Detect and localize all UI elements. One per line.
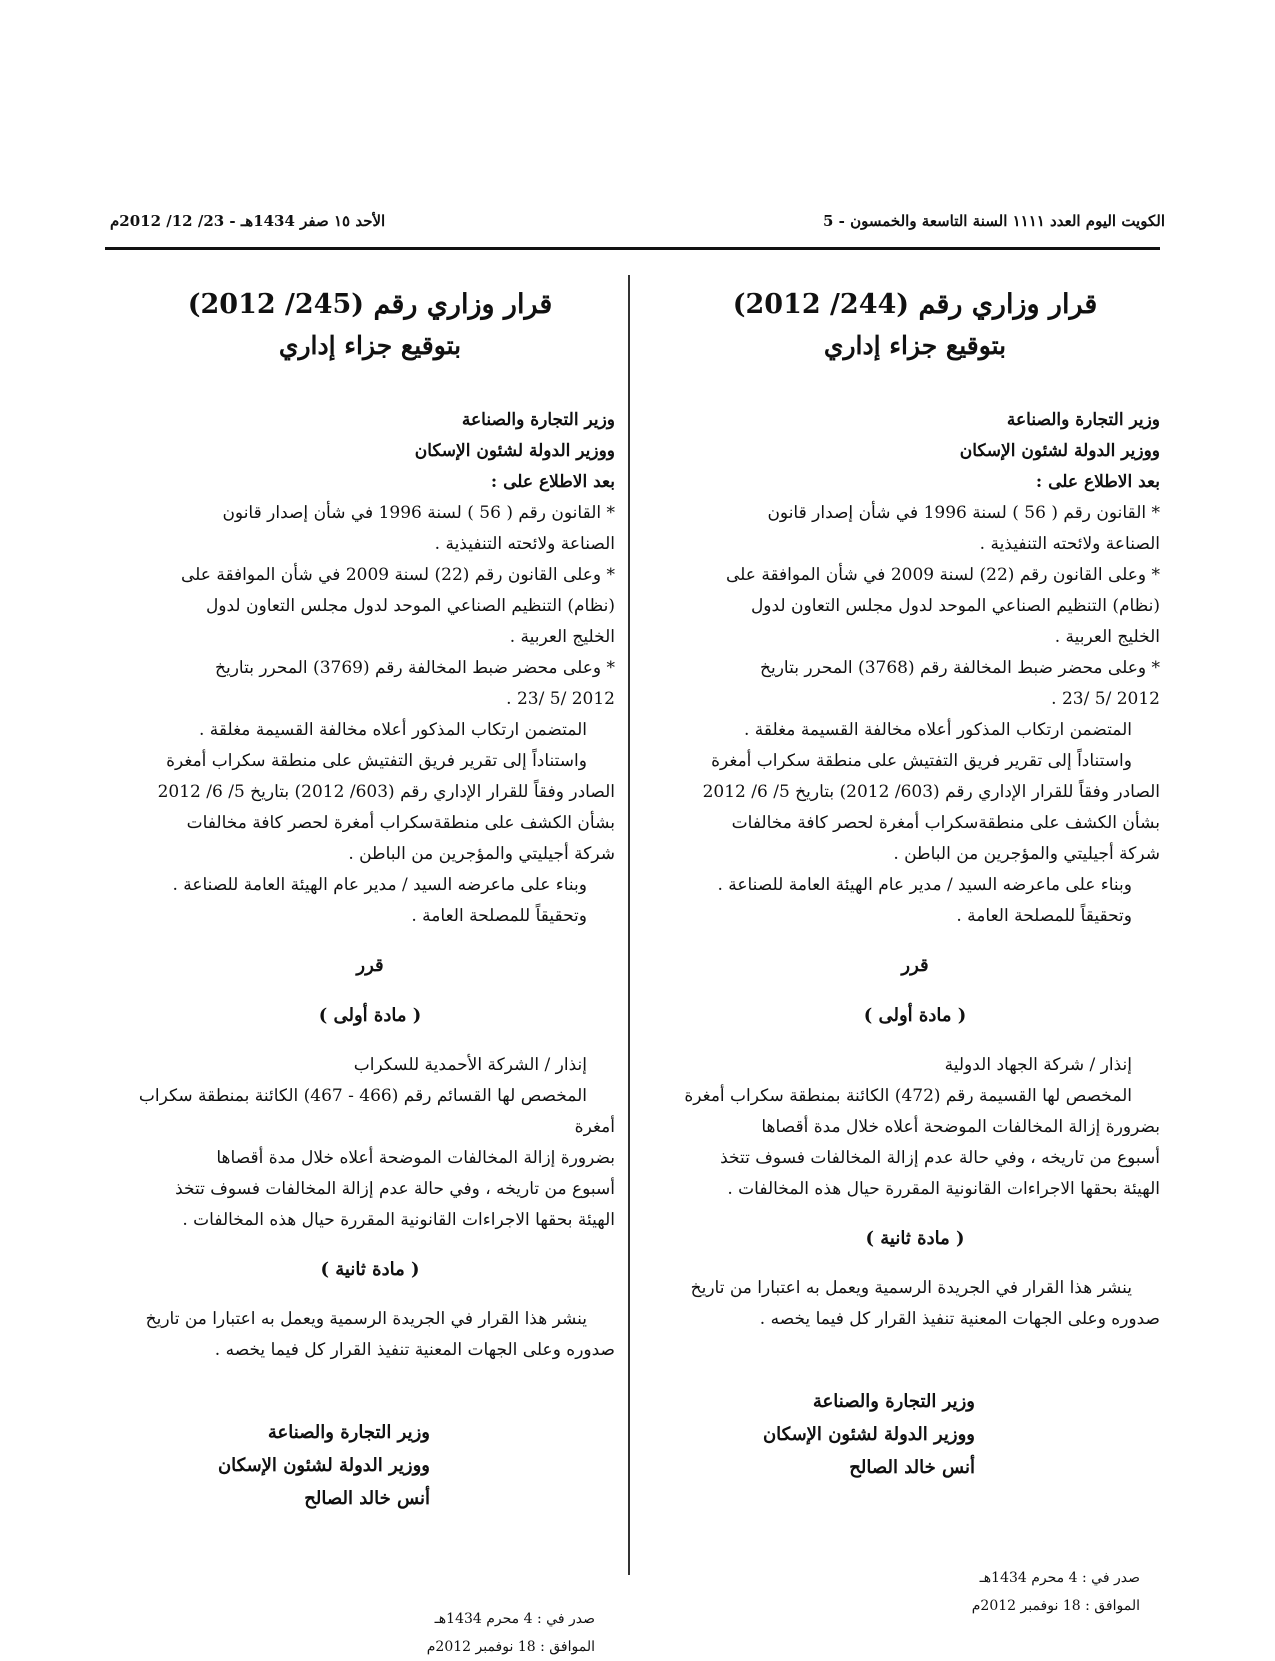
signature-name: أنس خالد الصالح (849, 1457, 975, 1478)
article-1-line: إنذار / شركة الجهاد الدولية (944, 1055, 1132, 1075)
recital-line: * القانون رقم ( 56 ) لسنة 1996 في شأن إصدار قانون (767, 503, 1160, 523)
recital-line: وتحقيقاً للمصلحة العامة . (411, 906, 587, 926)
authority-line: ووزير الدولة لشئون الإسكان (414, 441, 615, 461)
authority-line: بعد الاطلاع على : (490, 472, 615, 492)
article-1-line: بضرورة إزالة المخالفات الموضحة أعلاه خلال مدة أقصاها (761, 1117, 1160, 1137)
decree-244-column (670, 285, 1160, 1620)
article-1-line: الهيئة بحقها الاجراءات القانونية المقررة حيال هذه المخالفات . (727, 1179, 1160, 1199)
authority-line: وزير التجارة والصناعة (461, 410, 615, 430)
issue-date-block (670, 1564, 1160, 1620)
article-2-heading: ( مادة ثانية ) (320, 1259, 420, 1280)
article-2-line: صدوره وعلى الجهات المعنية تنفيذ القرار كل فيما يخصه . (759, 1309, 1160, 1329)
recital-line: واستناداً إلى تقرير فريق التفتيش على منطقة سكراب أمغرة (711, 751, 1132, 771)
recital-line: * وعلى القانون رقم (22) لسنة 2009 في شأن الموافقة على (180, 565, 615, 585)
recital-line: الصادر وفقاً للقرار الإداري رقم (603/ 2012) بتاريخ 5/ 6/ 2012 (702, 782, 1160, 802)
recital-line: واستناداً إلى تقرير فريق التفتيش على منطقة سكراب أمغرة (166, 751, 587, 771)
gazette-issue-header: الكويت اليوم العدد ١١١١ السنة التاسعة والخمسون - 5 (822, 212, 1165, 230)
recital-line: شركة أجيليتي والمؤجرين من الباطن . (348, 844, 615, 864)
article-2-line: صدوره وعلى الجهات المعنية تنفيذ القرار كل فيما يخصه . (214, 1340, 615, 1360)
article-2-line: ينشر هذا القرار في الجريدة الرسمية ويعمل به اعتبارا من تاريخ (690, 1278, 1132, 1298)
recital-line: * وعلى القانون رقم (22) لسنة 2009 في شأن الموافقة على (725, 565, 1160, 585)
recital-line: الخليج العربية . (1054, 627, 1160, 647)
recital-line: وبناء على ماعرضه السيد / مدير عام الهيئة العامة للصناعة . (717, 875, 1132, 895)
recital-line: الصناعة ولائحته التنفيذية . (434, 534, 615, 554)
authority-line: بعد الاطلاع على : (1035, 472, 1160, 492)
signature-title: وزير التجارة والصناعة (812, 1391, 975, 1412)
recital-line: شركة أجيليتي والمؤجرين من الباطن . (893, 844, 1160, 864)
signature-block (125, 1416, 615, 1515)
authority-line: وزير التجارة والصناعة (1006, 410, 1160, 430)
signature-name: أنس خالد الصالح (304, 1488, 430, 1509)
recital-line: 2012 /5 /23 . (1051, 689, 1160, 709)
issue-date-block (125, 1605, 615, 1661)
recital-line: وتحقيقاً للمصلحة العامة . (956, 906, 1132, 926)
article-1-line: المخصص لها القسيمة رقم (472) الكائنة بمنطقة سكراب أمغرة (684, 1086, 1132, 1106)
article-1-line: بضرورة إزالة المخالفات الموضحة أعلاه خلال مدة أقصاها (216, 1148, 615, 1168)
recital-line: المتضمن ارتكاب المذكور أعلاه مخالفة القسيمة مغلقة . (743, 720, 1132, 740)
recital-line: الخليج العربية . (509, 627, 615, 647)
article-1-line: إنذار / الشركة الأحمدية للسكراب (353, 1055, 587, 1075)
recital-line: 2012 /5 /23 . (506, 689, 615, 709)
decided-heading: قرر (901, 955, 929, 976)
recital-line: بشأن الكشف على منطقةسكراب أمغرة لحصر كافة مخالفات (186, 813, 615, 833)
article-1-line: أسبوع من تاريخه ، وفي حالة عدم إزالة المخالفات فسوف تتخذ (720, 1148, 1160, 1168)
column-divider (628, 275, 630, 1575)
recital-line: * وعلى محضر ضبط المخالفة رقم (3768) المحرر بتاريخ (759, 658, 1160, 678)
article-1-heading: ( مادة أولى ) (318, 1005, 422, 1026)
issued-hijri: صدر في : 4 محرم 1434هـ (979, 1570, 1140, 1586)
issued-hijri: صدر في : 4 محرم 1434هـ (434, 1611, 595, 1627)
header-divider (105, 247, 1160, 250)
decree-245-column (125, 285, 615, 1661)
signature-title: ووزير الدولة لشئون الإسكان (217, 1455, 430, 1476)
article-1-line: أمغرة (574, 1117, 615, 1137)
recital-line: الصناعة ولائحته التنفيذية . (979, 534, 1160, 554)
signature-title: ووزير الدولة لشئون الإسكان (762, 1424, 975, 1445)
article-1-line: المخصص لها القسائم رقم (466 - 467) الكائنة بمنطقة سكراب (138, 1086, 587, 1106)
recital-line: (نظام) التنظيم الصناعي الموحد لدول مجلس التعاون لدول (205, 596, 615, 616)
decided-heading: قرر (356, 955, 384, 976)
recital-line: وبناء على ماعرضه السيد / مدير عام الهيئة العامة للصناعة . (172, 875, 587, 895)
recital-line: المتضمن ارتكاب المذكور أعلاه مخالفة القسيمة مغلقة . (198, 720, 587, 740)
recital-line: * القانون رقم ( 56 ) لسنة 1996 في شأن إصدار قانون (222, 503, 615, 523)
recital-line: بشأن الكشف على منطقةسكراب أمغرة لحصر كافة مخالفات (731, 813, 1160, 833)
issued-gregorian: الموافق : 18 نوفمبر 2012م (971, 1598, 1140, 1614)
article-1-line: أسبوع من تاريخه ، وفي حالة عدم إزالة المخالفات فسوف تتخذ (175, 1179, 615, 1199)
decree-244-title: قرار وزاري رقم (244/ 2012) (732, 289, 1098, 320)
decree-245-title: قرار وزاري رقم (245/ 2012) (187, 289, 553, 320)
issued-gregorian: الموافق : 18 نوفمبر 2012م (426, 1639, 595, 1655)
recital-line: * وعلى محضر ضبط المخالفة رقم (3769) المحرر بتاريخ (214, 658, 615, 678)
article-2-line: ينشر هذا القرار في الجريدة الرسمية ويعمل به اعتبارا من تاريخ (145, 1309, 587, 1329)
decree-244-subtitle: بتوقيع جزاء إداري (823, 331, 1007, 360)
signature-block (670, 1385, 1160, 1484)
gazette-date-header: الأحد ١٥ صفر 1434هـ - 23/ 12/ 2012م (110, 212, 386, 230)
article-1-line: الهيئة بحقها الاجراءات القانونية المقررة حيال هذه المخالفات . (182, 1210, 615, 1230)
article-1-heading: ( مادة أولى ) (863, 1005, 967, 1026)
recital-line: الصادر وفقاً للقرار الإداري رقم (603/ 2012) بتاريخ 5/ 6/ 2012 (157, 782, 615, 802)
authority-line: ووزير الدولة لشئون الإسكان (959, 441, 1160, 461)
decree-245-subtitle: بتوقيع جزاء إداري (278, 331, 462, 360)
article-2-heading: ( مادة ثانية ) (865, 1228, 965, 1249)
signature-title: وزير التجارة والصناعة (267, 1422, 430, 1443)
recital-line: (نظام) التنظيم الصناعي الموحد لدول مجلس التعاون لدول (750, 596, 1160, 616)
